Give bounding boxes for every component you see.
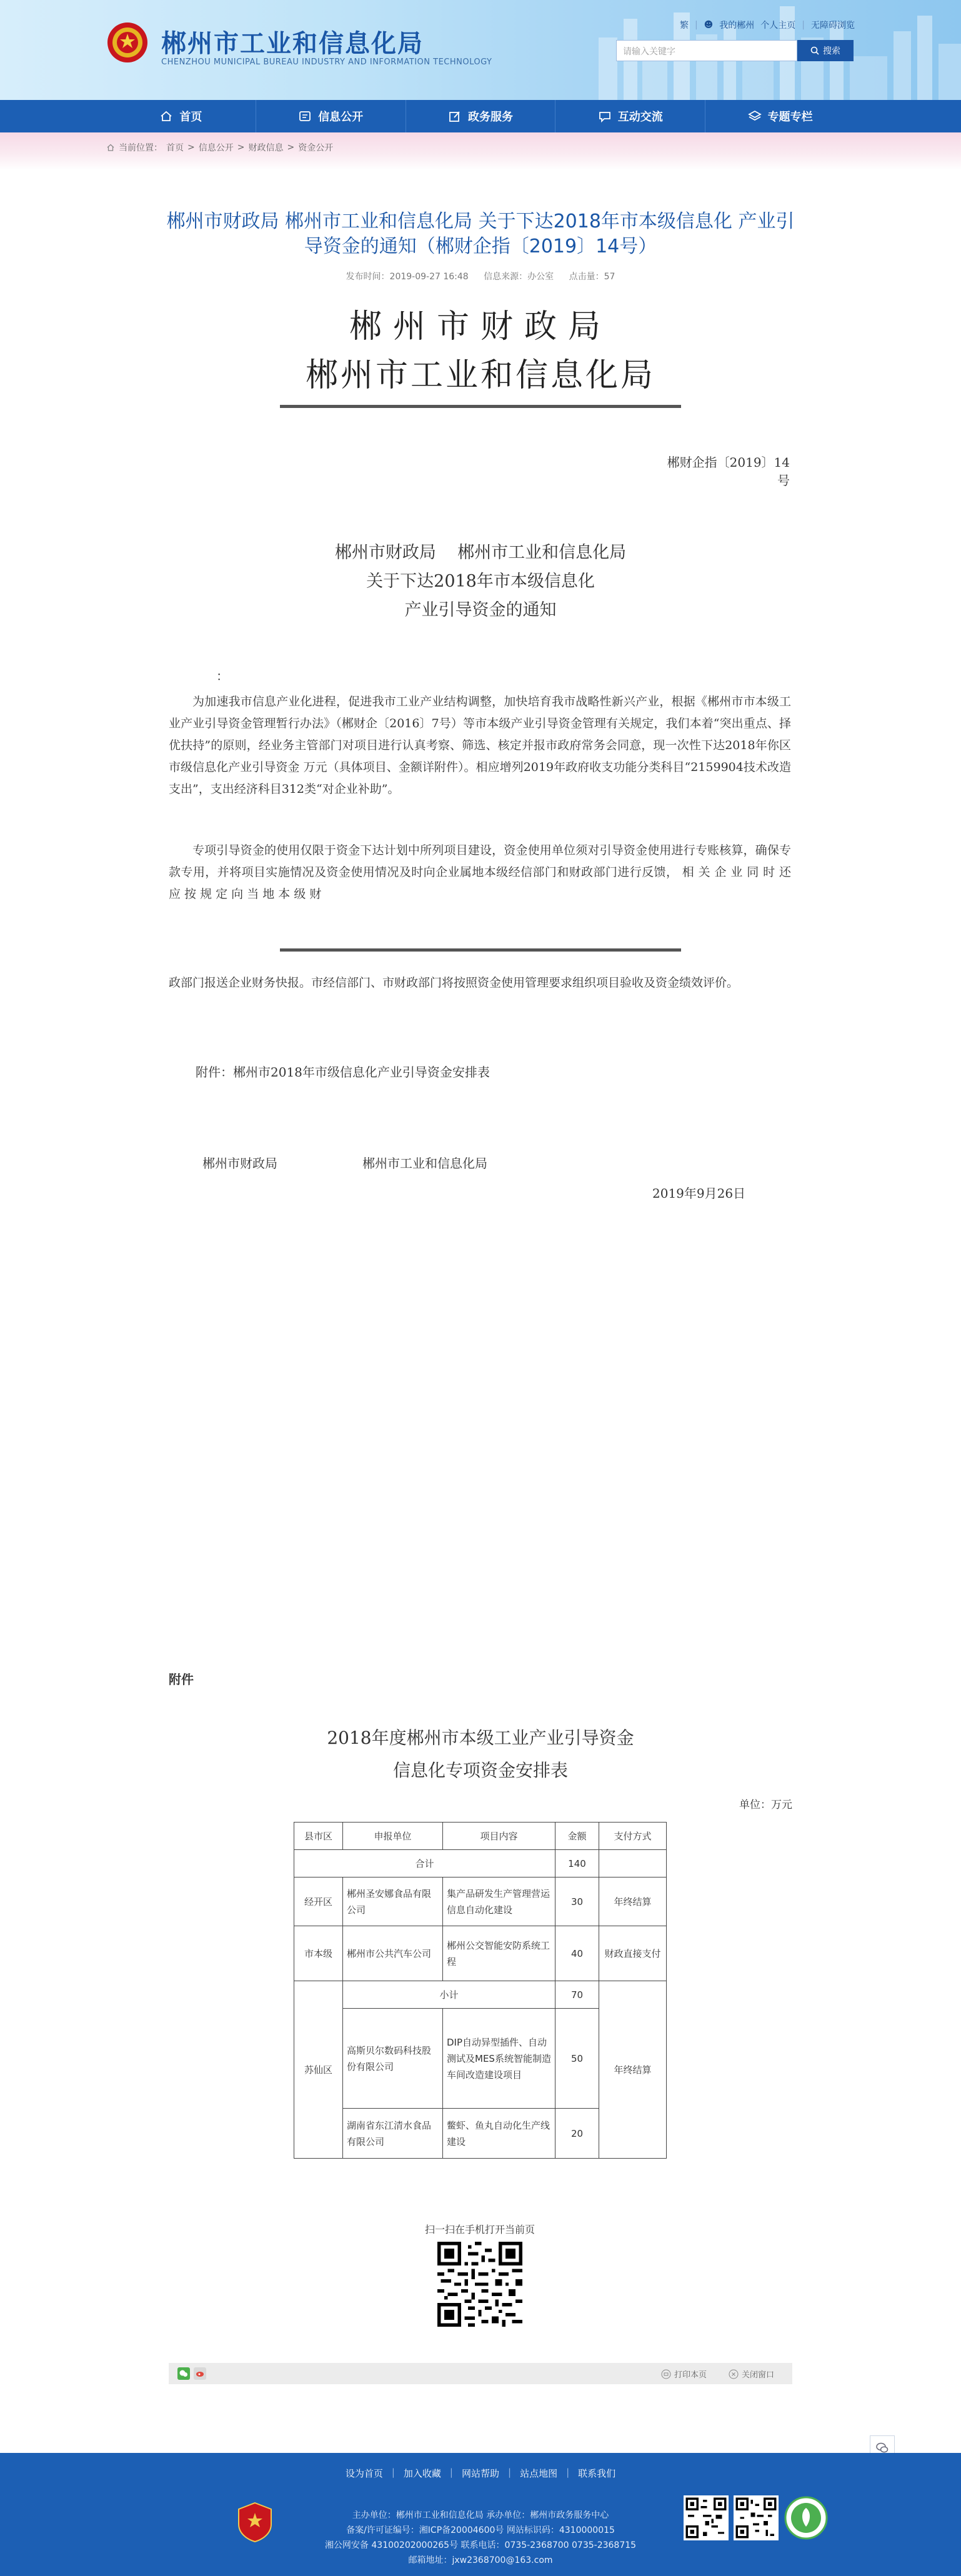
cell-amount: 40 [555, 1926, 599, 1981]
cell-county: 苏仙区 [294, 1981, 343, 2159]
total-amount: 140 [555, 1850, 599, 1877]
footer-links [0, 2467, 961, 2480]
addressee-colon: ： [216, 669, 229, 684]
breadcrumb-separator: > [187, 142, 195, 152]
top-links [680, 19, 855, 31]
site-name[interactable]: 郴州市工业和信息化局 [161, 29, 424, 58]
footer-sponsor: 主办单位：郴州市工业和信息化局 承办单位：郴州市政务服务中心 [352, 2510, 609, 2520]
nav-item-label: 信息公开 [318, 111, 364, 124]
cell-amount: 50 [555, 2009, 599, 2109]
header-amount: 金额 [555, 1823, 599, 1850]
body-paragraph-3: 政部门报送企业财务快报。市经信部门、市财政部门将按照资金使用管理要求组织项目验收及资金绩效评价。 [169, 976, 739, 990]
table-title-line: 信息化专项资金安排表 [392, 1760, 568, 1781]
body-paragraph-2: 专项引导资金的使用仅限于资金下达计划中所列项目建设，资金使用单位须对引导资金使用进行专账核算，确保专款专用，并将项目实施情况及资金使用情况及时向企业属地本级经信部门和财政部门进行反馈， 相 关 企 业 同 时 还 应 按 规 定 向 当 地 本 级 财 [169, 843, 791, 901]
table-title-line: 2018年度郴州市本级工业产业引导资金 [327, 1728, 634, 1748]
cell-unit: 郴州市公共汽车公司 [343, 1926, 443, 1981]
cell-project: 郴州公交智能安防系统工程 [443, 1926, 555, 1981]
cell-payment: 年终结算 [599, 1981, 667, 2159]
separator: | [694, 20, 698, 30]
footer-qr-code-2 [734, 2495, 779, 2540]
info-source: 信息来源：办公室 [484, 272, 554, 282]
allocation-table [294, 1822, 667, 2159]
footer-link-help[interactable]: 网站帮助 [461, 2468, 499, 2479]
cell-amount: 20 [555, 2109, 599, 2159]
layers-icon [748, 109, 762, 123]
signatory-finance-bureau: 郴州市财政局 [202, 1156, 277, 1171]
table-row [294, 1926, 667, 1981]
cell-project: 鳖虾、鱼丸自动化生产线建设 [443, 2109, 555, 2159]
table-row-subtotal [294, 1981, 667, 2009]
qr-code-label: 扫一扫在手机打开当前页 [424, 2224, 535, 2235]
nav-item-government-services[interactable] [406, 100, 556, 132]
view-count: 点击量：57 [569, 272, 615, 282]
footer-qr-code-1 [684, 2495, 729, 2540]
total-label: 合计 [294, 1850, 555, 1877]
table-row-total [294, 1850, 667, 1877]
notice-title-line: 产业引导资金的通知 [404, 600, 557, 620]
nav-item-label: 互动交流 [617, 111, 663, 124]
user-icon: ☻ [704, 20, 714, 30]
breadcrumb-item-funds[interactable]: 资金公开 [298, 143, 334, 153]
site-name-en: CHENZHOU MUNICIPAL BUREAU INDUSTRY AND INFORMATION TECHNOLOGY [161, 57, 492, 67]
site-header [0, 0, 961, 100]
traditional-chinese-link[interactable]: 繁 [679, 21, 689, 31]
qr-code-image [437, 2242, 522, 2327]
table-header-row [294, 1823, 667, 1850]
article-meta [165, 270, 796, 282]
cell-unit: 高斯贝尔数码科技股份有限公司 [343, 2009, 443, 2109]
unit-label: 单位：万元 [739, 1799, 792, 1811]
notice-title [165, 539, 796, 625]
government-website-seal-icon[interactable] [784, 2495, 829, 2540]
search-input[interactable]: 请输入关键字 [616, 40, 797, 61]
subtotal-label: 小计 [343, 1981, 555, 2009]
header-county: 县市区 [294, 1823, 343, 1850]
footer-link-contact[interactable]: 联系我们 [578, 2468, 616, 2479]
attachment-reference: 附件：郴州市2018年市级信息化产业引导资金安排表 [196, 1065, 490, 1080]
separator: | [802, 20, 805, 30]
share-icons [177, 2367, 206, 2380]
print-page-button[interactable] [661, 2368, 707, 2380]
separator: | [391, 2467, 395, 2478]
separator: | [508, 2467, 512, 2478]
weibo-share-icon[interactable] [194, 2367, 206, 2380]
breadcrumb-separator: > [287, 142, 295, 152]
nav-item-info-disclosure[interactable] [256, 100, 406, 132]
cell-unit: 湖南省东江清水食品有限公司 [343, 2109, 443, 2159]
publish-time: 发布时间：2019-09-27 16:48 [346, 272, 469, 282]
notice-title-line: 关于下达2018年市本级信息化 [366, 572, 595, 591]
print-label: 打印本页 [674, 2370, 707, 2380]
my-chenzhou-link[interactable]: 我的郴州 [719, 21, 755, 31]
home-icon [159, 109, 173, 123]
article-title: 郴州市财政局 郴州市工业和信息化局 关于下达2018年市本级信息化 产业引导资金的通知（郴财企指〔2019〕14号） [166, 211, 795, 257]
national-emblem-icon [106, 21, 149, 64]
nav-item-special-topics[interactable] [705, 100, 855, 132]
cell-county: 经开区 [294, 1877, 343, 1926]
close-icon [729, 2369, 739, 2379]
nav-item-home[interactable] [106, 100, 256, 132]
edit-icon [448, 109, 462, 123]
breadcrumb-item-home[interactable]: 首页 [166, 143, 184, 153]
doc-header-finance-bureau: 郴州市财政局 [349, 308, 612, 346]
breadcrumb-separator: > [237, 142, 245, 152]
personal-home-link[interactable]: 个人主页 [760, 21, 796, 31]
chat-icon [598, 109, 612, 123]
nav-item-label: 专题专栏 [767, 111, 813, 124]
footer-link-set-home[interactable]: 设为首页 [345, 2468, 383, 2479]
page-break-divider [280, 948, 681, 952]
signatory-industry-bureau: 郴州市工业和信息化局 [362, 1156, 487, 1171]
close-window-button[interactable] [729, 2368, 774, 2380]
share-bar [169, 2363, 792, 2384]
breadcrumb-item-info[interactable]: 信息公开 [198, 143, 234, 153]
breadcrumb-item-finance[interactable]: 财政信息 [248, 143, 284, 153]
cell-project: 集产品研发生产管理营运信息自动化建设 [443, 1877, 555, 1926]
search-icon [810, 46, 819, 55]
doc-header-industry-bureau: 郴州市工业和信息化局 [305, 357, 655, 394]
subtotal-amount: 70 [555, 1981, 599, 2009]
info-icon [298, 109, 312, 123]
footer-icp: 备案/许可证编号：湘ICP备20004600号 网站标识码：4310000015 [346, 2525, 615, 2535]
attachment-table-title [165, 1722, 796, 1787]
footer-police-record: 湘公网安备 43100202000265号 联系电话：0735-2368700 0735-2368715 [324, 2540, 637, 2550]
nav-item-label: 首页 [179, 111, 202, 124]
signature-date: 2019年9月26日 [652, 1186, 746, 1201]
cell-amount: 30 [555, 1877, 599, 1926]
cell-payment: 年终结算 [599, 1877, 667, 1926]
table-row [294, 1877, 667, 1926]
body-paragraph-1: 为加速我市信息产业化进程，促进我市工业产业结构调整，加快培育我市战略性新兴产业，根据《郴州市市本级工业产业引导资金管理暂行办法》（郴财企〔2016〕7号）等市本级产业引导资金管理有关规定，我们本着“突出重点、择优扶持”的原则，经业务主管部门对项目进行认真考察、筛选、核定并报市政府常务会同意，现一次性下达2018年你区市级信息化产业引导资金 万元（具体项目、金额详附件）。相应增列2019年政府收支功能分类科目“2159904技术改造支出”，支出经济科目312类“对企业补助”。 [169, 695, 791, 796]
header-divider [280, 405, 681, 408]
main-nav [0, 100, 961, 132]
accessibility-link[interactable]: 无障碍浏览 [811, 21, 855, 31]
footer-link-sitemap[interactable]: 站点地图 [520, 2468, 558, 2479]
header-payment: 支付方式 [599, 1823, 667, 1850]
attachment-label: 附件 [169, 1672, 194, 1687]
separator: | [449, 2467, 453, 2478]
search-button-label: 搜索 [823, 46, 840, 56]
breadcrumb [106, 141, 333, 154]
nav-item-label: 政务服务 [467, 111, 513, 124]
close-label: 关闭窗口 [742, 2370, 775, 2380]
site-footer [0, 2453, 961, 2576]
total-payment-empty [599, 1850, 667, 1877]
breadcrumb-label: 当前位置： [119, 143, 162, 153]
header-project: 项目内容 [443, 1823, 555, 1850]
cell-payment: 财政直接支付 [599, 1926, 667, 1981]
header-unit: 申报单位 [343, 1823, 443, 1850]
cell-unit: 郴州圣安娜食品有限公司 [343, 1877, 443, 1926]
separator: | [566, 2467, 570, 2478]
footer-link-favorite[interactable]: 加入收藏 [403, 2468, 441, 2479]
cell-county: 市本级 [294, 1926, 343, 1981]
cell-project: DIP自动异型插件、自动测试及MES系统智能制造车间改造建设项目 [443, 2009, 555, 2109]
wechat-share-icon[interactable] [177, 2367, 190, 2380]
home-small-icon [106, 143, 115, 152]
document-number: 郴财企指〔2019〕14号 [667, 455, 790, 488]
footer-email: 邮箱地址：jxw2368700@163.com [408, 2555, 553, 2565]
print-icon [661, 2369, 671, 2379]
nav-item-interaction[interactable] [555, 100, 705, 132]
notice-title-line: 郴州市财政局 郴州市工业和信息化局 [334, 543, 627, 562]
search-button[interactable] [797, 40, 854, 61]
